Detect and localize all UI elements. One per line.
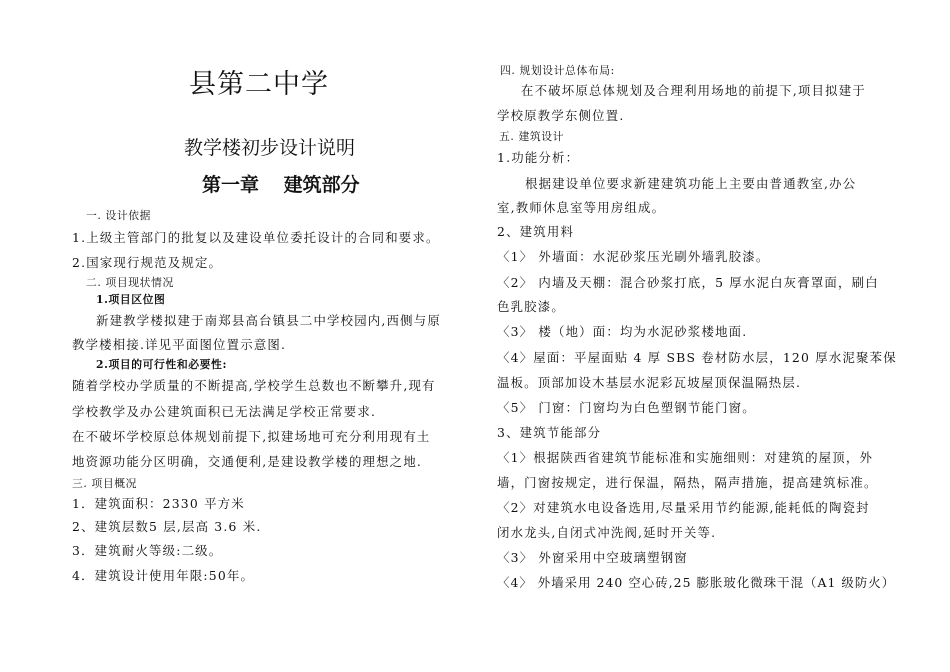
section-heading: 三. 项目概况 [72,477,138,490]
paragraph-line: 根据建设单位要求新建建筑功能上主要由普通教室,办公 [525,176,857,191]
paragraph-line: 地资源功能分区明确，交通便利,是建设教学楼的理想之地. [72,454,423,469]
paragraph-line: 在不破坏原总体规划及合理利用场地的前提下,项目拟建于 [521,83,866,98]
list-item: 色乳胶漆。 [497,299,565,314]
list-item: 闭水龙头,自闭式冲洗阀,延时开关等. [497,525,717,540]
paragraph-line: 新建教学楼拟建于南郑县高台镇县二中学校园内,西侧与原 [96,313,441,328]
list-item: 〈5〉 门窗：门窗均为白色塑钢节能门窗。 [497,400,756,415]
list-item: 1．建筑面积：2330 平方米 [72,496,245,511]
paragraph-line: 在不破坏学校原总体规划前提下,拟建场地可充分利用现有土 [72,429,431,444]
paragraph-line: 随着学校办学质量的不断提高,学校学生总数也不断攀升,现有 [72,378,436,393]
list-item: 〈2〉 内墙及天棚：混合砂浆打底，5 厚水泥白灰膏罩面，刷白 [497,275,879,290]
paragraph-line: 2.国家现行规范及规定。 [72,255,223,270]
paragraph-line: 教学楼相接.详见平面图位置示意图. [72,337,287,352]
section-heading: 四. 规划设计总体布局: [500,64,615,77]
subsection-heading: 2.项目的可行性和必要性: [96,358,228,371]
list-item: 〈1〉根据陕西省建筑节能标准和实施细则：对建筑的屋顶，外 [497,450,874,465]
list-item: 〈2〉对建筑水电设备选用,尽量采用节约能源,能耗低的陶瓷封 [497,500,870,515]
subsection-heading: 1.功能分析： [497,150,580,165]
list-item: 〈3〉 外窗采用中空玻璃塑钢窗 [497,550,688,565]
chapter-title: 第一章 建筑部分 [202,174,360,196]
section-heading: 五. 建筑设计 [499,130,565,143]
list-item: 〈3〉 楼（地）面：均为水泥砂浆楼地面. [497,324,748,339]
paragraph-line: 室,教师休息室等用房组成。 [497,200,666,215]
paragraph-line: 1.上级主管部门的批复以及建设单位委托设计的合同和要求。 [72,230,440,245]
subsection-heading: 3、建筑节能部分 [497,425,602,440]
list-item: 2、建筑层数5 层,层高 3.6 米. [72,519,262,534]
list-item: 3．建筑耐火等级:二级。 [72,543,223,558]
subsection-heading: 2、建筑用料 [497,224,575,239]
section-heading: 二. 项目现状情况 [86,276,174,289]
list-item: 〈4〉 外墙采用 240 空心砖,25 膨胀玻化微珠干混（A1 级防火） [497,575,896,590]
document-title: 教学楼初步设计说明 [184,137,356,159]
subsection-heading: 1.项目区位图 [96,293,166,306]
list-item: 温板。顶部加设木基层水泥彩瓦坡屋顶保温隔热层. [497,375,802,390]
list-item: 墙，门窗按规定，进行保温，隔热，隔声措施，提高建筑标准。 [497,475,878,490]
paragraph-line: 学校原教学东侧位置. [497,108,625,123]
section-heading: 一. 设计依据 [86,209,152,222]
school-title: 县第二中学 [189,69,329,100]
list-item: 〈1〉 外墙面：水泥砂浆压光刷外墙乳胶漆。 [497,249,770,264]
list-item: 〈4〉屋面：平屋面贴 4 厚 SBS 卷材防水层，120 厚水泥聚苯保 [497,350,897,365]
paragraph-line: 学校教学及办公建筑面积已无法满足学校正常要求. [72,404,377,419]
list-item: 4．建筑设计使用年限:50年。 [72,568,255,583]
